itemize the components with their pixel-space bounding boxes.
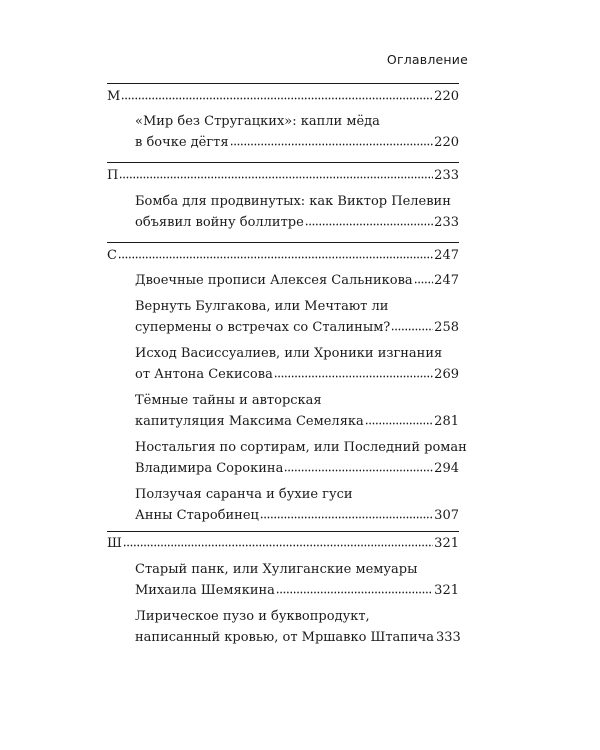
entry-title-line: Ползучая саранча и бухие гуси [135, 487, 353, 502]
toc-entry[interactable] [135, 606, 459, 648]
page-number: 233 [434, 168, 459, 183]
toc-entry[interactable] [135, 111, 459, 153]
section-letter: С [107, 248, 117, 263]
dot-leader [230, 142, 434, 146]
running-head-title: Оглавление [386, 52, 468, 67]
entry-title-line: Тёмные тайны и авторская [135, 393, 322, 408]
page-number: 294 [434, 461, 459, 476]
toc-entry[interactable] [135, 484, 459, 526]
entry-title-line: Анны Старобинец [135, 508, 259, 523]
section-divider [107, 242, 459, 243]
entry-title-line: написанный кровью, от Мршавко Штапича [135, 630, 434, 645]
page-number: 220 [434, 135, 459, 150]
page-number: 307 [434, 508, 459, 523]
entry-title-line: в бочке дёгтя [135, 135, 229, 150]
entry-title-line: Исход Васиссуалиев, или Хроники изгнания [135, 346, 443, 361]
page-number: 258 [434, 320, 459, 335]
dot-leader [276, 590, 433, 594]
entry-title-line: супермены о встречах со Сталиным? [135, 320, 391, 335]
page-number: 247 [434, 248, 459, 263]
page-number: 233 [434, 215, 459, 230]
entry-title-line: Бомба для продвинутых: как Виктор Пелевин [135, 194, 451, 209]
page-number: 321 [434, 536, 459, 551]
toc-entry[interactable] [135, 437, 467, 479]
section-s[interactable] [107, 245, 459, 266]
section-letter: П [107, 168, 119, 183]
dot-leader [121, 96, 433, 100]
entry-title-line: Лирическое пузо и буквопродукт, [135, 609, 370, 624]
dot-leader [274, 374, 433, 378]
page-number: 220 [434, 89, 459, 104]
entry-title-line: Старый панк, или Хулиганские мемуары [135, 562, 418, 577]
page-number: 269 [434, 367, 459, 382]
section-divider [107, 83, 459, 84]
toc-entry[interactable] [135, 270, 459, 291]
toc-entry[interactable] [135, 296, 459, 338]
dot-leader [391, 327, 433, 331]
page-number: 321 [434, 583, 459, 598]
toc-entry[interactable] [135, 390, 459, 432]
page-number: 281 [434, 414, 459, 429]
entry-title-line: Вернуть Булгакова, или Мечтают ли [135, 299, 389, 314]
section-letter: М [107, 89, 121, 104]
dot-leader [119, 175, 433, 179]
toc-entry[interactable] [135, 343, 459, 385]
dot-leader [284, 468, 433, 472]
entry-title-line: Михаила Шемякина [135, 583, 275, 598]
dot-leader [123, 543, 433, 547]
entry-title-line: Владимира Сорокина [135, 461, 284, 476]
entry-title-line: капитуляция Максима Семеляка [135, 414, 364, 429]
section-divider [107, 162, 459, 163]
dot-leader [260, 515, 433, 519]
section-p[interactable] [107, 165, 459, 186]
entry-title-line: Ностальгия по сортирам, или Последний роман [135, 440, 467, 455]
section-sh[interactable] [107, 533, 459, 554]
entry-title-line: Двоечные прописи Алексея Сальникова [135, 273, 413, 288]
entry-title-line: «Мир без Стругацких»: капли мёда [135, 114, 380, 129]
toc-entry[interactable] [135, 559, 459, 601]
dot-leader [305, 222, 433, 226]
section-m[interactable] [107, 86, 459, 107]
entry-title-line: от Антона Секисова [135, 367, 273, 382]
dot-leader [414, 280, 434, 284]
page-number: 247 [434, 273, 459, 288]
entry-title-line: объявил войну боллитре [135, 215, 304, 230]
dot-leader [118, 255, 433, 259]
section-divider [107, 531, 459, 532]
dot-leader [365, 421, 433, 425]
toc-entry[interactable] [135, 191, 459, 233]
section-letter: Ш [107, 536, 122, 551]
page-number: 333 [435, 630, 461, 645]
